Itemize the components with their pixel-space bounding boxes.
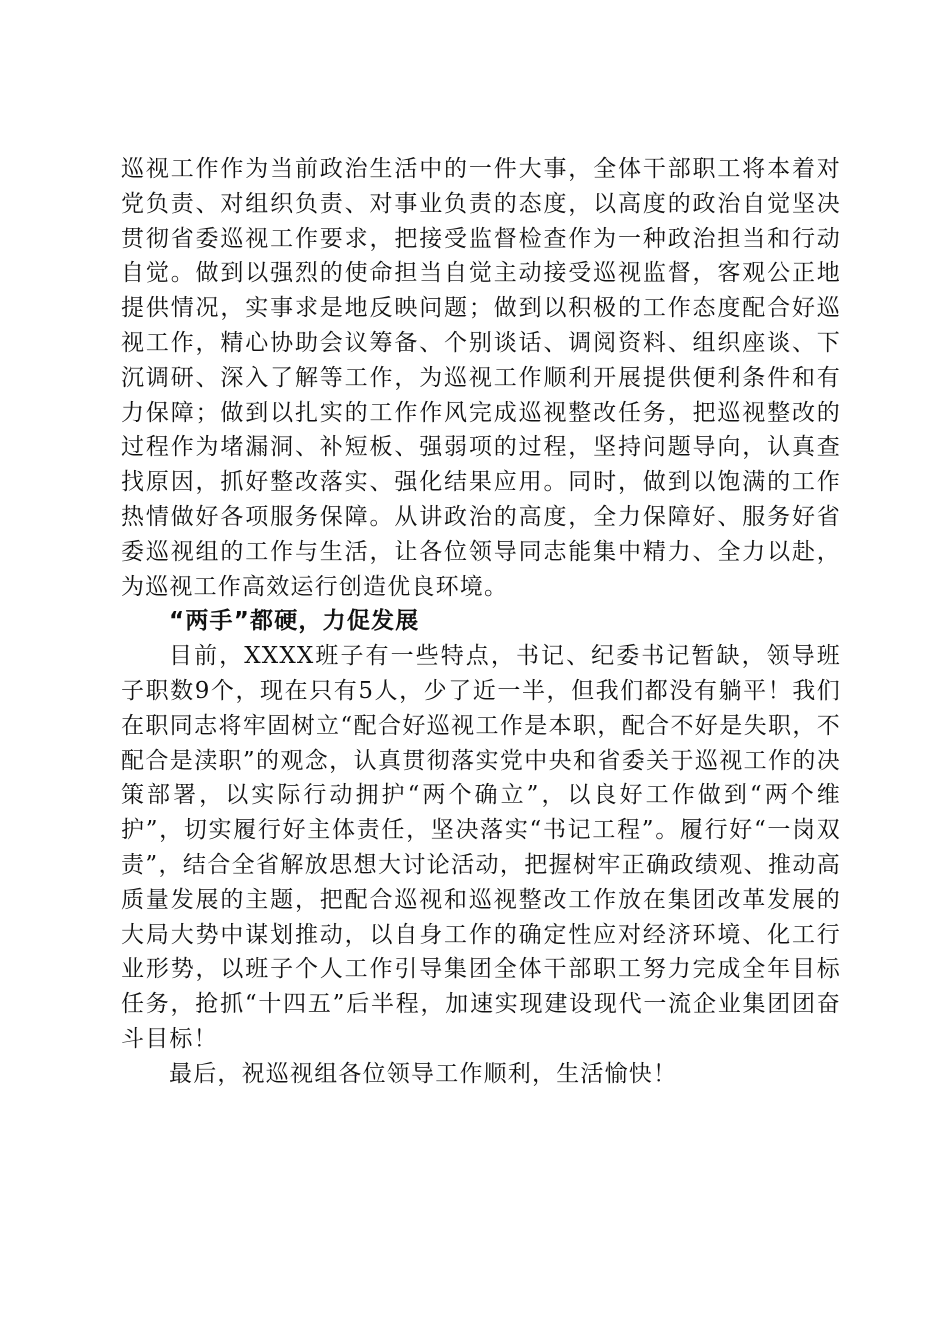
body-paragraph-1: 巡视工作作为当前政治生活中的一件大事，全体干部职工将本着对党负责、对组织负责、对事业负责的态度，以高度的政治自觉坚决贯彻省委巡视工作要求，把接受监督检查作为一种政治担当和行动自觉。做到以强烈的使命担当自觉主动接受巡视监督，客观公正地提供情况，实事求是地反映问题；做到以积极的工作态度配合好巡视工作，精心协助会议筹备、个别谈话、调阅资料、组织座谈、下沉调研、深入了解等工作，为巡视工作顺利开展提供便利条件和有力保障；做到以扎实的工作作风完成巡视整改任务，把巡视整改的过程作为堵漏洞、补短板、强弱项的过程，坚持问题导向，认真查找原因，抓好整改落实、强化结果应用。同时，做到以饱满的工作热情做好各项服务保障。从讲政治的高度，全力保障好、服务好省委巡视组的工作与生活，让各位领导同志能集中精力、全力以赴，为巡视工作高效运行创造优良环境。 — [121, 156, 841, 600]
document-body — [121, 152, 841, 1092]
closing-paragraph: 最后，祝巡视组各位领导工作顺利，生活愉快！ — [169, 1060, 678, 1087]
section-heading: “两手”都硬，力促发展 — [169, 608, 420, 635]
body-paragraph-2: 目前，XXXX班子有一些特点，书记、纪委书记暂缺，领导班子职数9个，现在只有5人，少了近一半，但我们都没有躺平！我们在职同志将牢固树立“配合好巡视工作是本职，配合不好是失职，不配合是渎职”的观念，认真贯彻落实党中央和省委关于巡视工作的决策部署，以实际行动拥护“两个确立”，以良好工作做到“两个维护”，切实履行好主体责任，坚决落实“书记工程”。履行好“一岗双责”，结合全省解放思想大讨论活动，把握树牢正确政绩观、推动高质量发展的主题，把配合巡视和巡视整改工作放在集团改革发展的大局大势中谋划推动，以自身工作的确定性应对经济环境、化工行业形势，以班子个人工作引导集团全体干部职工努力完成全年目标任务，抢抓“十四五”后半程，加速实现建设现代一流企业集团团奋斗目标！ — [121, 643, 841, 1052]
